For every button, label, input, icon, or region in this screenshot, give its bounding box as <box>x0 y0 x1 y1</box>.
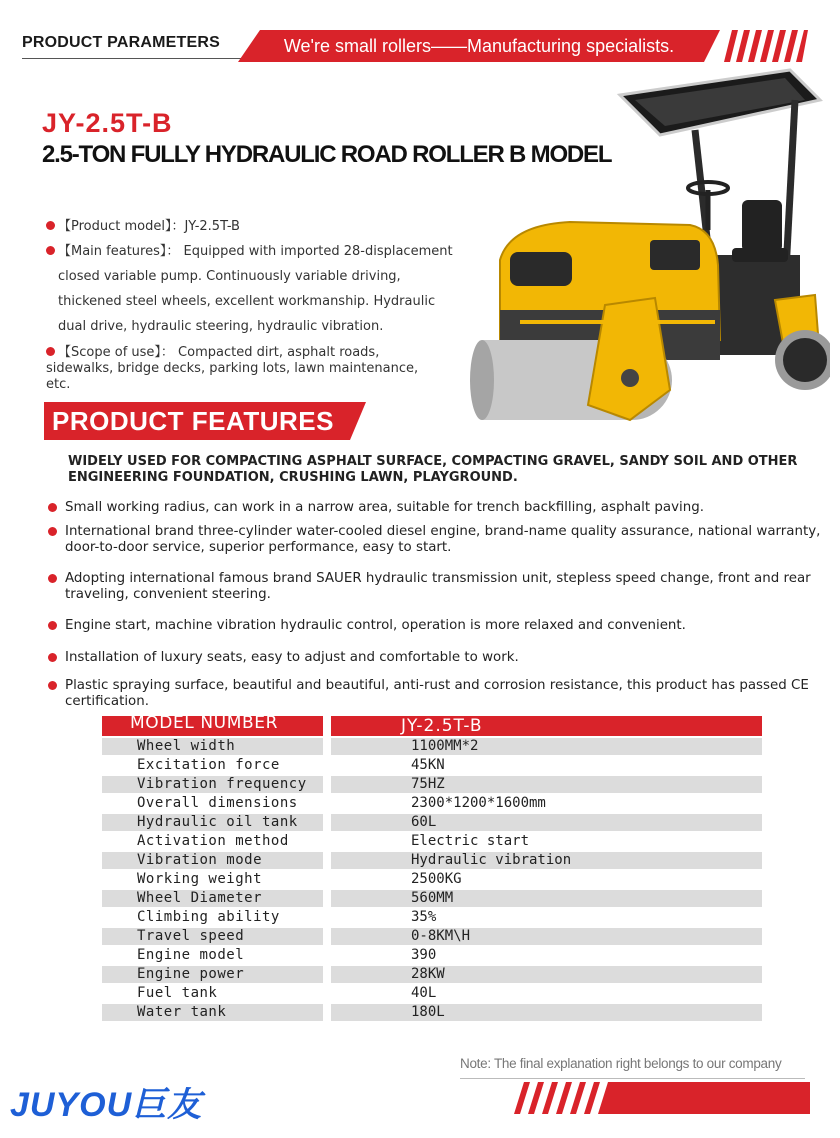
spec-value: 45KN <box>411 757 445 773</box>
header-underline <box>22 58 252 59</box>
feature-item <box>46 500 825 516</box>
header-stripes <box>724 30 808 62</box>
table-row <box>102 966 762 983</box>
spec-label: Hydraulic oil tank <box>137 814 298 830</box>
table-row <box>102 852 762 869</box>
table-cell <box>331 1004 762 1021</box>
bullet-dot <box>48 527 57 536</box>
table-row <box>102 928 762 945</box>
bullet-dot <box>48 621 57 630</box>
spec-value: 2300*1200*1600mm <box>411 795 546 811</box>
feature-item <box>46 678 825 710</box>
spec-value: Electric start <box>411 833 530 849</box>
table-cell <box>102 947 323 964</box>
feature-item <box>46 618 825 634</box>
spec-value: 40L <box>411 985 437 1001</box>
spec-value: 60L <box>411 814 437 830</box>
logo-text: JUYOU巨友 <box>10 1086 203 1122</box>
table-row <box>102 738 762 755</box>
spec-label: Vibration frequency <box>137 776 307 792</box>
spec-value: 75HZ <box>411 776 445 792</box>
spec-value: 1100MM*2 <box>411 738 479 754</box>
info-features-line: thickened steel wheels, excellent workmanship. Hydraulic <box>58 294 436 309</box>
bullet-dot <box>48 574 57 583</box>
juyou-logo <box>8 1086 248 1122</box>
table-cell <box>102 928 323 945</box>
table-row <box>102 814 762 831</box>
features-intro: WIDELY USED FOR COMPACTING ASPHALT SURFACE, COMPACTING GRAVEL, SANDY SOIL AND OTHER ENGINEERING FOUNDATION, CRUSHING LAWN, PLAYGROUND. <box>68 454 798 485</box>
spec-label: Water tank <box>137 1004 227 1020</box>
spec-value: 0-8KM\H <box>411 928 471 944</box>
spec-label: Engine power <box>137 966 245 982</box>
table-row <box>102 833 762 850</box>
spec-label: Activation method <box>137 833 289 849</box>
spec-value: Hydraulic vibration <box>411 852 572 868</box>
table-cell <box>102 738 323 755</box>
table-header-cell <box>102 713 323 736</box>
feature-item <box>46 524 825 556</box>
table-cell <box>331 852 762 869</box>
info-model-text: 【Product model】：JY-2.5T-B <box>58 219 240 234</box>
info-features-line: 【Main features】： Equipped with imported 28-displacement <box>58 244 453 259</box>
table-row <box>102 871 762 888</box>
footer-note: Note: The final explanation right belongs to our company <box>460 1056 782 1071</box>
table-cell <box>331 795 762 812</box>
info-scope-line: etc. <box>46 377 71 392</box>
feature-text: Small working radius, can work in a narrow area, suitable for trench backfilling, asphalt paving. <box>65 500 704 515</box>
footer-stripes <box>514 1082 810 1114</box>
feature-text: International brand three-cylinder water-cooled diesel engine, brand-name quality assurance, national warranty, door-to-door service, superior performance, easy to start. <box>65 524 821 555</box>
table-cell <box>331 966 762 983</box>
spec-label: Climbing ability <box>137 909 280 925</box>
table-row <box>102 909 762 926</box>
table-header-cell <box>331 716 762 736</box>
product-code: JY-2.5T-B <box>42 108 173 138</box>
table-cell <box>331 890 762 907</box>
table-header-label: MODEL NUMBER <box>130 713 278 733</box>
table-cell <box>102 852 323 869</box>
spec-label: Wheel width <box>137 738 236 754</box>
feature-item <box>46 571 825 603</box>
road-roller-image <box>470 60 830 440</box>
spec-value: 180L <box>411 1004 445 1020</box>
table-cell <box>331 738 762 755</box>
spec-label: Fuel tank <box>137 985 218 1001</box>
info-scope-line: sidewalks, bridge decks, parking lots, lawn maintenance, <box>46 361 419 376</box>
product-title: 2.5-TON FULLY HYDRAULIC ROAD ROLLER B MODEL <box>42 141 612 168</box>
spec-label: Engine model <box>137 947 245 963</box>
table-cell <box>102 966 323 983</box>
spec-value: 35% <box>411 909 437 925</box>
info-scope-line: 【Scope of use】： Compacted dirt, asphalt roads, <box>58 345 380 360</box>
feature-text: Plastic spraying surface, beautiful and beautiful, anti-rust and corrosion resistance, this product has passed CE certification. <box>65 678 809 709</box>
bullet-dot <box>46 347 55 356</box>
table-cell <box>331 928 762 945</box>
spec-label: Working weight <box>137 871 263 887</box>
features-heading: PRODUCT FEATURES <box>52 406 334 436</box>
bullet-dot <box>48 653 57 662</box>
feature-text: Adopting international famous brand SAUER hydraulic transmission unit, stepless speed change, front and rear traveling, convenient steering. <box>65 571 811 602</box>
info-scope <box>46 345 496 393</box>
table-cell <box>331 909 762 926</box>
bullet-dot <box>48 681 57 690</box>
table-header-value: JY-2.5T-B <box>401 716 483 736</box>
info-model <box>46 214 496 239</box>
table-cell <box>331 871 762 888</box>
product-info <box>46 214 496 393</box>
table-row <box>102 890 762 907</box>
table-cell <box>102 985 323 1002</box>
table-cell <box>331 776 762 793</box>
table-cell <box>102 890 323 907</box>
feature-text: Installation of luxury seats, easy to adjust and comfortable to work. <box>65 650 519 665</box>
spec-label: Vibration mode <box>137 852 263 868</box>
table-cell <box>102 909 323 926</box>
spec-value: 28KW <box>411 966 445 982</box>
table-cell <box>102 1004 323 1021</box>
table-row <box>102 757 762 774</box>
bullet-dot <box>46 221 55 230</box>
table-cell <box>102 871 323 888</box>
info-features <box>46 239 496 264</box>
table-row <box>102 985 762 1002</box>
table-cell <box>102 776 323 793</box>
spec-label: Overall dimensions <box>137 795 298 811</box>
spec-value: 390 <box>411 947 437 963</box>
spec-value: 560MM <box>411 890 454 906</box>
feature-item <box>46 650 825 666</box>
table-cell <box>331 947 762 964</box>
section-label: PRODUCT PARAMETERS <box>22 34 220 51</box>
slogan-text: We're small rollers——Manufacturing specialists. <box>283 36 675 56</box>
spec-value: 2500KG <box>411 871 462 887</box>
table-cell <box>331 757 762 774</box>
table-cell <box>331 833 762 850</box>
table-cell <box>102 814 323 831</box>
bullet-dot <box>48 503 57 512</box>
table-cell <box>331 814 762 831</box>
spec-label: Excitation force <box>137 757 280 773</box>
table-row <box>102 947 762 964</box>
feature-text: Engine start, machine vibration hydraulic control, operation is more relaxed and convenient. <box>65 618 686 633</box>
table-row <box>102 776 762 793</box>
bullet-dot <box>46 246 55 255</box>
spec-label: Wheel Diameter <box>137 890 263 906</box>
table-cell <box>102 757 323 774</box>
info-features-line: closed variable pump. Continuously variable driving, <box>58 269 401 284</box>
spec-label: Travel speed <box>137 928 245 944</box>
info-features-line: dual drive, hydraulic steering, hydraulic vibration. <box>58 319 384 334</box>
table-row <box>102 1004 762 1021</box>
footer-divider <box>460 1078 805 1079</box>
table-cell <box>331 985 762 1002</box>
table-row <box>102 795 762 812</box>
table-cell <box>102 833 323 850</box>
table-header-row <box>102 713 762 736</box>
table-cell <box>102 795 323 812</box>
